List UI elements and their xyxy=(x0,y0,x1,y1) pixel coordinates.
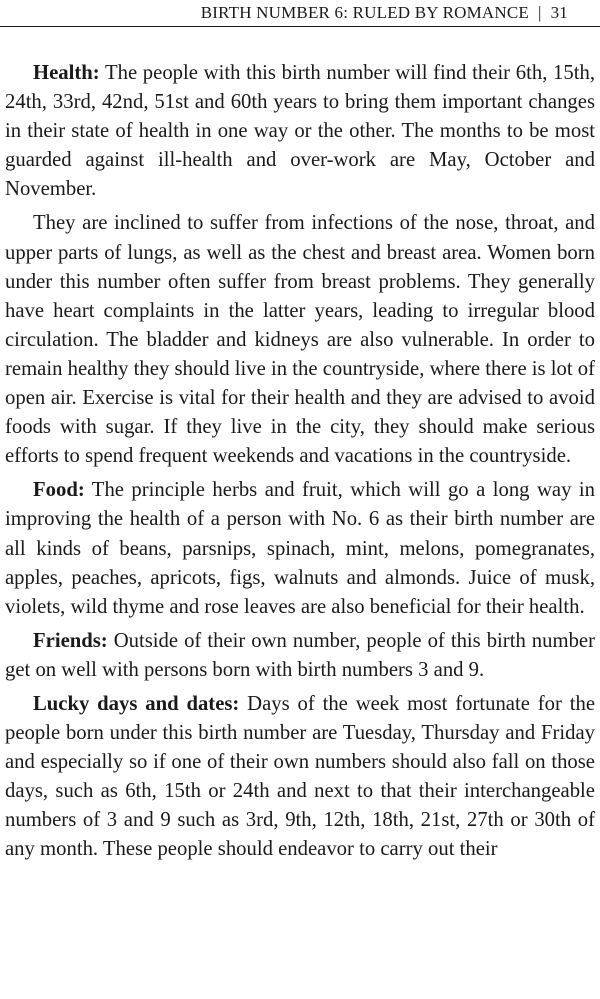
paragraph-heading: Friends: xyxy=(33,629,108,652)
paragraph-lucky-days xyxy=(5,690,595,865)
body-text xyxy=(5,59,595,870)
paragraph-text: Outside of their own number, people of this birth number get on well with persons born with birth numbers 3 and 9. xyxy=(5,629,595,681)
header-rule xyxy=(0,26,600,27)
running-head-separator: | xyxy=(537,3,542,22)
running-head-title: BIRTH NUMBER 6: RULED BY ROMANCE xyxy=(200,3,529,22)
paragraph-text: The principle herbs and fruit, which will go a long way in improving the health of a person with No. 6 as their birth number are all kinds of beans, parsnips, spinach, mint, melons, pomegranates, apples, peaches, apricots, figs, walnuts and almonds. Juice of musk, violets, wild thyme and rose leaves are also beneficial for their health. xyxy=(5,479,595,618)
paragraph-heading: Health: xyxy=(33,62,100,84)
paragraph-heading: Food: xyxy=(33,479,85,502)
paragraph-text: Days of the week most fortunate for the people born under this birth number are Tuesday, Thursday and Friday and especially so if one of their own numbers should also fall on those days, such as 6th, 15th or 24th and next to that their interchangeable numbers of 3 and 9 such as 3rd, 9th, 12th, 18th, 21st, 27th or 30th of any month. These people should endeavor to carry out their xyxy=(5,692,595,861)
paragraph-text: The people with this birth number will find their 6th, 15th, 24th, 33rd, 42nd, 51st and 60th years to bring them important changes in their state of health in one way or the other. The months to be most guarded against ill-health and over-work are May, October and November. xyxy=(5,62,595,201)
paragraph-heading: Lucky days and dates: xyxy=(33,692,240,715)
paragraph-health xyxy=(5,59,595,204)
page-number: 31 xyxy=(550,3,568,22)
paragraph-friends xyxy=(5,627,595,685)
paragraph-food xyxy=(5,476,595,621)
paragraph-health-continued xyxy=(5,209,595,471)
paragraph-text: They are inclined to suffer from infections of the nose, throat, and upper parts of lungs, as well as the chest and breast area. Women born under this number often suffer from breast problems. They generally have heart complaints in the latter years, leading to irregular blood circulation. The bladder and kidneys are also vulnerable. In order to remain healthy they should live in the countryside, where there is lot of open air. Exercise is vital for their health and they are advised to avoid foods with sugar. If they live in the city, they should make serious efforts to spend frequent weekends and vacations in the countryside. xyxy=(5,212,596,468)
running-head xyxy=(201,3,568,23)
